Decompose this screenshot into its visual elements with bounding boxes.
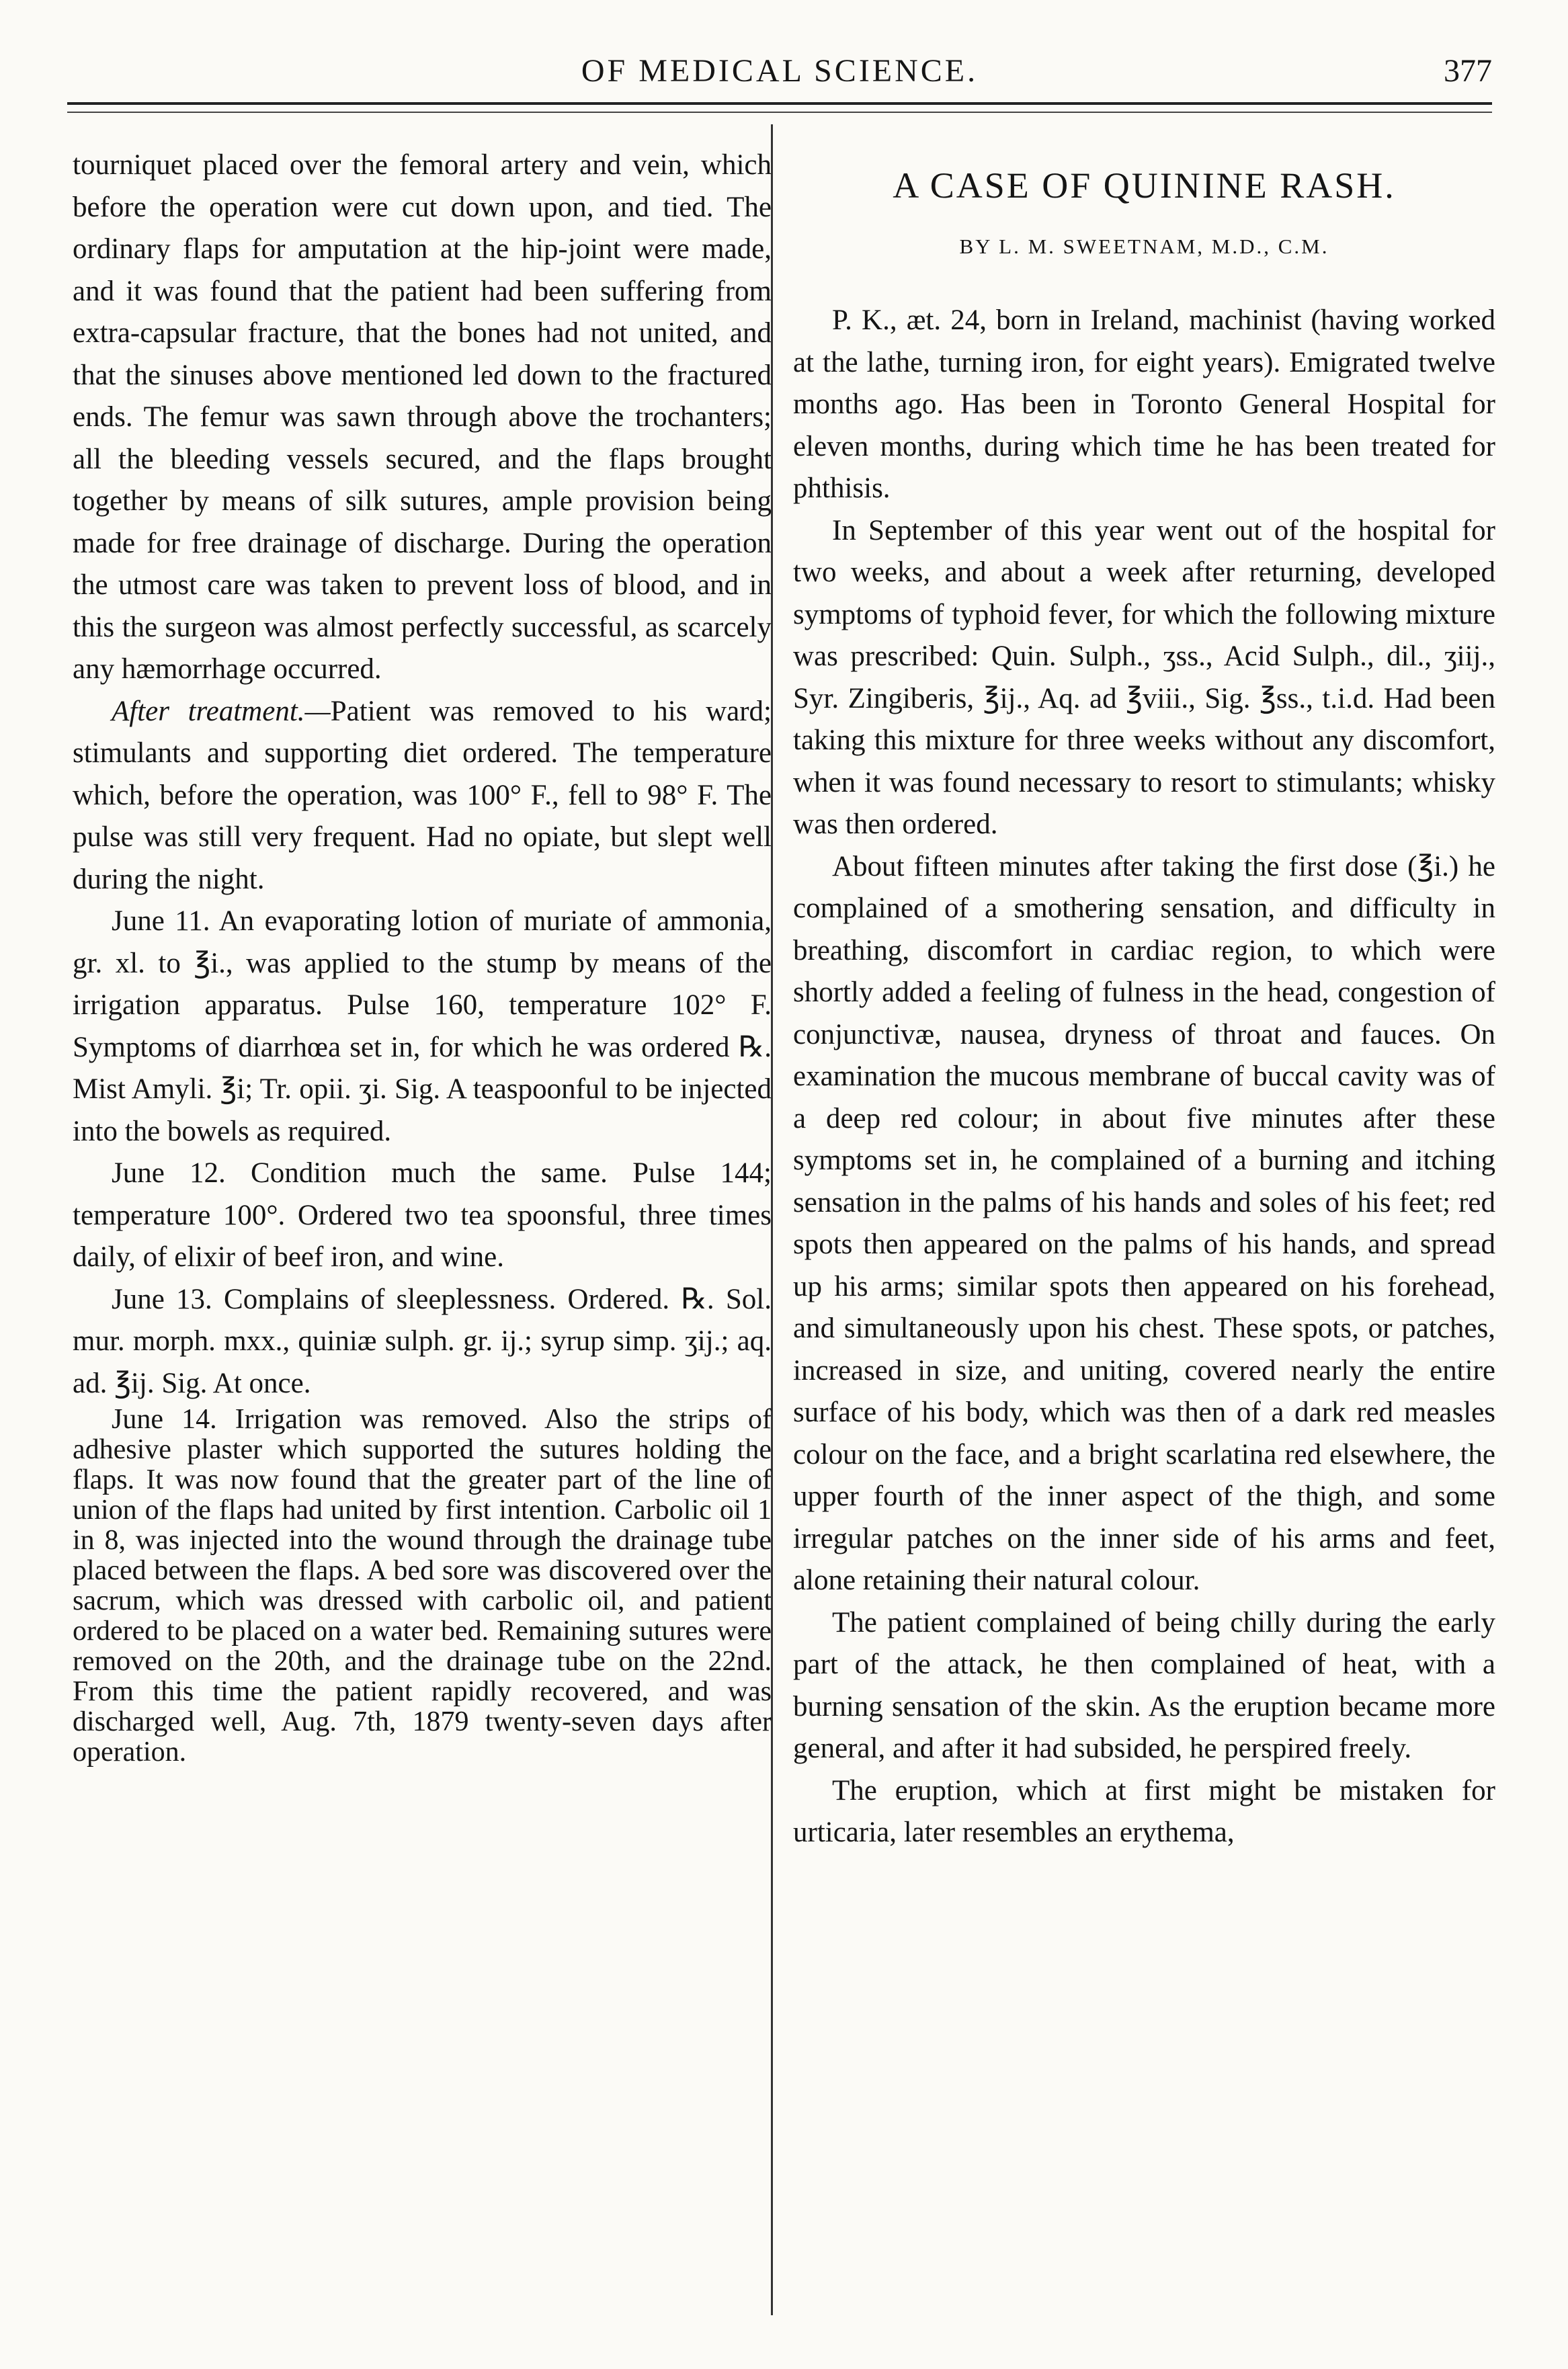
article-byline: BY L. M. SWEETNAM, M.D., C.M.: [959, 234, 1329, 258]
paragraph: tourniquet placed over the femoral artery and vein, which before the operation were cut down upon, and tied. The ordinary flaps for amputation at the hip-joint were made, and it was found that the patient had been suffering from extra-capsular fracture, that the bones had not united, and that the sinuses above mentioned led down to the fractured ends. The femur was sawn through above the trochanters; all the bleeding vessels secured, and the flaps brought together by means of silk sutures, ample provision being made for free drainage of discharge. During the operation the utmost care was taken to prevent loss of blood, and in this the surgeon was almost perfectly successful, as scarcely any hæmorrhage occurred.: [73, 149, 772, 685]
paragraph: In September of this year went out of the hospital for two weeks, and about a week after returning, developed symptoms of typhoid fever, for which the following mixture was prescribed: Quin. Sulph., ʒss., Acid Sulph., dil., ʒiij., Syr. Zingiberis, ℥ij., Aq. ad ℥viii., Sig. ℥ss., t.i.d. Had been taking this mixture for three weeks without any discomfort, when it was found necessary to resort to stimulants; whisky was then ordered.: [793, 514, 1495, 840]
article-title: A CASE OF QUININE RASH.: [893, 165, 1396, 206]
paragraph: June 14. Irrigation was removed. Also the strips of adhesive plaster which supported the sutures holding the flaps. It was now found that the greater part of the line of union of the flaps had united by first intention. Carbolic oil 1 in 8, was injected into the wound through the drainage tube placed between the flaps. A bed sore was discovered over the sacrum, which was dressed with carbolic oil, and patient ordered to be placed on a water bed. Remaining sutures were removed on the 20th, and the drainage tube on the 22nd. From this time the patient rapidly recovered, and was discharged well, Aug. 7th, 1879 twenty-seven days after operation.: [73, 1404, 772, 1768]
paragraph: June 11. An evaporating lotion of muriate of ammonia, gr. xl. to ℥i., was applied to the stump by means of the irrigation apparatus. Pulse 160, temperature 102° F. Symptoms of diarrhœa set in, for which he was ordered ℞. Mist Amyli. ℥i; Tr. opii. ʒi. Sig. A teaspoonful to be injected into the bowels as required.: [73, 905, 772, 1147]
paragraph: The eruption, which at first might be mistaken for urticaria, later resembles an erythema,: [793, 1774, 1495, 1848]
paragraph-text: Patient was removed to his ward; stimulants and supporting diet ordered. The temperature which, before the operation, was 100° F., fell to 98° F. The pulse was still very frequent. Had no opiate, but slept well during the night.: [73, 695, 772, 895]
paragraph: The patient complained of being chilly during the early part of the attack, he then complained of heat, with a burning sensation of the skin. As the eruption became more general, and after it had subsided, he perspired freely.: [793, 1606, 1495, 1764]
running-title: OF MEDICAL SCIENCE.: [581, 53, 979, 89]
paragraph: P. K., æt. 24, born in Ireland, machinist (having worked at the lathe, turning iron, for eight years). Emigrated twelve months ago. Has been in Toronto General Hospital for eleven months, during which time he has been treated for phthisis.: [793, 304, 1495, 504]
header-rule: [67, 102, 1492, 105]
page-number: 377: [1444, 53, 1492, 89]
paragraph: About fifteen minutes after taking the first dose (℥i.) he complained of a smothering sensation, and difficulty in breathing, discomfort in cardiac region, to which were shortly added a feeling of fulness in the head, congestion of conjunctivæ, nausea, dryness of throat and fauces. On examination the mucous membrane of buccal cavity was of a deep red colour; in about five minutes after these symptoms set in, he complained of a burning and itching sensation in the palms of his hands and soles of his feet; red spots then appeared on the palms of his hands, and spread up his arms; similar spots then appeared on his forehead, and simultaneously upon his chest. These spots, or patches, increased in size, and uniting, covered nearly the entire surface of his body, which was then of a dark red measles colour on the face, and a bright scarlatina red elsewhere, the upper fourth of the inner aspect of the thigh, and some irregular patches on the inner side of his arms and feet, alone retaining their natural colour.: [793, 850, 1495, 1596]
after-treatment-label: After treatment.—: [112, 695, 331, 727]
left-column: [73, 144, 772, 1768]
paragraph: June 13. Complains of sleeplessness. Ordered. ℞. Sol. mur. morph. mxx., quiniæ sulph. gr. ij.; syrup simp. ʒij.; aq. ad. ℥ij. Sig. At once.: [73, 1283, 772, 1399]
paragraph: June 12. Condition much the same. Pulse 144; temperature 100°. Ordered two tea spoonsful, three times daily, of elixir of beef iron, and wine.: [73, 1157, 772, 1273]
right-column: [793, 144, 1495, 1854]
paragraph-after-treatment: [73, 691, 772, 901]
header-rule-thin: [67, 112, 1492, 113]
